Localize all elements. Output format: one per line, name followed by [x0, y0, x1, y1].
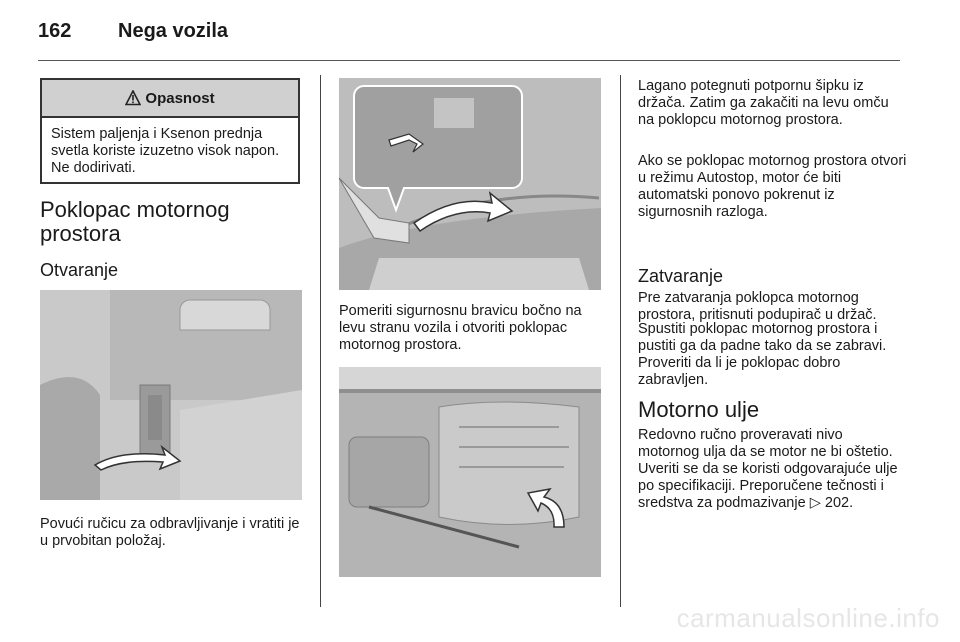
text-oil — [638, 427, 900, 512]
figure-safety-catch — [339, 78, 601, 290]
column-separator-right — [620, 75, 621, 607]
warning-text: Sistem paljenja i Ksenon prednja svetla koriste izuzetno visok napon. Ne dodirivati. — [51, 126, 280, 176]
warning-triangle-icon — [125, 90, 141, 106]
text-release-lever: Povući ručicu za odbravljivanje i vratiti je u prvobitan položaj. — [40, 516, 300, 549]
section-heading-oil: Motorno ulje — [638, 397, 760, 422]
text-safety-catch: Pomeriti sigurnosnu bravicu bočno na levu stranu vozila i otvoriti poklopac motornog prostora. — [339, 303, 582, 353]
figure-release-lever — [40, 290, 302, 500]
subheading-opening: Otvaranje — [40, 260, 119, 280]
figure-engine-bay — [339, 367, 601, 577]
page-ref-arrow-icon: ▷ — [809, 495, 821, 511]
oil-page-reference[interactable]: 202. — [824, 495, 854, 511]
text-closing-2: Spustiti poklopac motornog prostora i pustiti ga da padne tako da se zabravi. Proveriti da li je poklopac dobro zabravljen. — [638, 321, 887, 388]
heading-line-1: Poklopac motornog — [40, 197, 230, 222]
text-closing-1: Pre zatvaranja poklopca motornog prostora, pritisnuti podupirač u držač. — [638, 290, 877, 323]
page-number: 162 — [38, 20, 72, 42]
column-separator-left — [320, 75, 321, 607]
subheading-closing: Zatvaranje — [638, 266, 724, 286]
header-rule — [38, 60, 900, 61]
warning-header — [42, 80, 298, 118]
watermark: carmanualsonline.info — [676, 603, 940, 633]
text-support-rod: Lagano potegnuti potpornu šipku iz držača. Zatim ga zakačiti na levu omču na poklopcu motornog prostora. — [638, 78, 889, 128]
warning-heading: Opasnost — [145, 89, 215, 107]
heading-line-2: prostora — [40, 221, 121, 246]
oil-body-text: Redovno ručno proveravati nivo motornog ulja da se motor ne bi oštetio. Uveriti se da se koristi odgovarajuće ulje po specifikaciji. Preporučene tečnosti i sredstva za podmazivanje — [638, 427, 898, 511]
section-heading-hood — [40, 198, 230, 246]
page-title: Nega vozila — [118, 20, 229, 42]
danger-warning-box — [40, 78, 300, 184]
text-autostop: Ako se poklopac motornog prostora otvori u režimu Autostop, motor će biti automatski ponovo pokrenut iz sigurnosnih razloga. — [638, 153, 907, 220]
